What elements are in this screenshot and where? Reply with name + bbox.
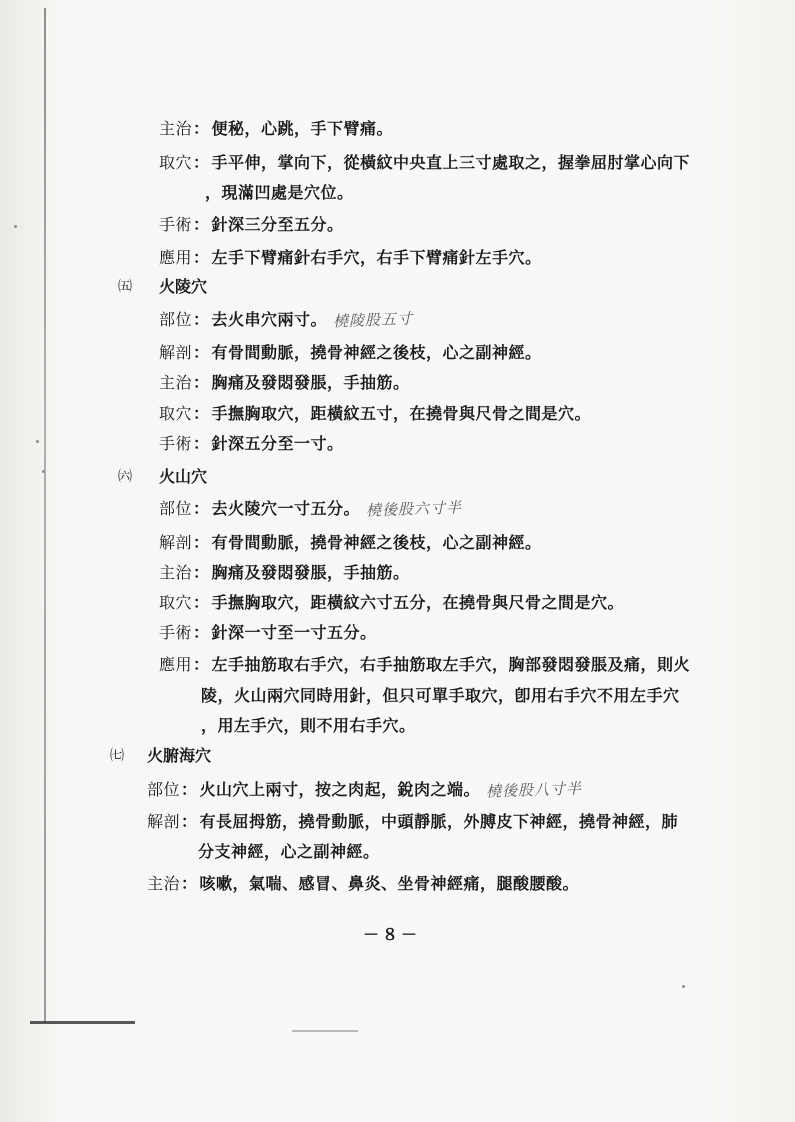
bottom-edge-rule	[30, 1021, 135, 1024]
entry-text: 針深三分至五分。	[211, 215, 344, 234]
entry-label: 部位	[159, 310, 193, 329]
entry-separator: ：	[193, 153, 210, 172]
entry-separator: ：	[193, 655, 210, 674]
entry-separator: ：	[193, 215, 210, 234]
entry-text: ，現滿凹處是穴位。	[205, 183, 354, 202]
page-number: －８－	[363, 925, 421, 944]
entry-separator: ：	[193, 533, 210, 552]
entry-separator: ：	[193, 248, 210, 267]
entry-main-treatment	[147, 873, 579, 895]
entry-anatomy	[159, 342, 542, 364]
entry-technique	[159, 622, 377, 644]
entry-separator: ：	[193, 373, 210, 392]
entry-label: 應用	[159, 248, 193, 267]
entry-separator: ：	[193, 343, 210, 362]
entry-position	[159, 309, 413, 331]
entry-text: 針深一寸至一寸五分。	[211, 623, 377, 642]
entry-anatomy	[147, 811, 678, 833]
entry-text: 有骨間動脈，撓骨神經之後枝，心之副神經。	[211, 533, 542, 552]
binding-edge-line	[44, 8, 46, 1023]
entry-separator: ：	[193, 434, 210, 453]
entry-main-treatment	[159, 562, 410, 584]
entry-continuation	[201, 715, 416, 737]
entry-text: 手平伸，掌向下，從橫紋中央直上三寸處取之，握拳屈肘掌心向下	[211, 153, 691, 172]
scan-speck	[36, 440, 39, 443]
entry-point-location	[159, 152, 690, 174]
faint-scan-mark	[292, 1030, 358, 1032]
entry-continuation	[198, 841, 380, 863]
entry-text: 手撫胸取穴，距橫紋五寸，在撓骨與尺骨之間是穴。	[211, 404, 592, 423]
entry-separator: ：	[193, 593, 210, 612]
entry-text: 左手抽筋取右手穴，右手抽筋取左手穴，胸部發悶發脹及痛，則火	[211, 655, 691, 674]
entry-technique	[159, 433, 344, 455]
entry-separator: ：	[193, 563, 210, 582]
entry-label: 主治	[159, 373, 193, 392]
entry-text: 有長屈拇筋，撓骨動脈，中頭靜脈，外膊皮下神經，撓骨神經，肺	[199, 812, 679, 831]
entry-point-location	[159, 403, 591, 425]
entry-continuation	[201, 685, 680, 707]
entry-label: 取穴	[159, 593, 193, 612]
entry-text: 便秘，心跳，手下臂痛。	[211, 119, 394, 138]
entry-main-treatment	[159, 118, 393, 140]
handwritten-annotation: 橈後股六寸半	[365, 498, 463, 520]
section-title: 火腑海穴	[147, 746, 212, 765]
scan-speck	[682, 985, 685, 988]
entry-separator: ：	[181, 874, 198, 893]
entry-text: 去火陵穴一寸五分。	[211, 499, 361, 518]
entry-label: 手術	[159, 434, 193, 453]
entry-text: 去火串穴兩寸。	[211, 310, 328, 329]
entry-text: 有骨間動脈，撓骨神經之後枝，心之副神經。	[211, 343, 542, 362]
entry-label: 解剖	[159, 533, 193, 552]
entry-separator: ：	[193, 499, 210, 518]
entry-text: 左手下臂痛針右手穴，右手下臂痛針左手穴。	[211, 248, 542, 267]
entry-text: 火山穴上兩寸，按之肉起，銳肉之端。	[199, 780, 481, 799]
entry-label: 解剖	[147, 812, 181, 831]
entry-continuation	[205, 182, 354, 204]
handwritten-annotation: 橈後股八寸半	[485, 779, 583, 801]
entry-label: 部位	[159, 499, 193, 518]
entry-text: 針深五分至一寸。	[211, 434, 344, 453]
entry-label: 部位	[147, 780, 181, 799]
entry-text: 陵，火山兩穴同時用針，但只可單手取穴，卽用右手穴不用左手穴	[201, 686, 680, 705]
entry-label: 主治	[147, 874, 181, 893]
entry-application	[159, 654, 690, 676]
scan-speck	[42, 470, 45, 473]
entry-position	[147, 779, 582, 801]
entry-separator: ：	[193, 310, 210, 329]
entry-separator: ：	[193, 404, 210, 423]
entry-separator: ：	[181, 780, 198, 799]
section-number: ㈤	[118, 279, 132, 295]
entry-text: 胸痛及發悶發脹，手抽筋。	[211, 373, 410, 392]
section-number: ㈦	[110, 748, 124, 764]
entry-label: 解剖	[159, 343, 193, 362]
section-title: 火陵穴	[159, 277, 208, 296]
section-number: ㈥	[118, 469, 132, 485]
entry-label: 手術	[159, 623, 193, 642]
entry-text: 分支神經，心之副神經。	[198, 842, 380, 861]
entry-main-treatment	[159, 372, 410, 394]
entry-separator: ：	[193, 119, 210, 138]
entry-label: 取穴	[159, 404, 193, 423]
entry-separator: ：	[193, 623, 210, 642]
entry-label: 應用	[159, 655, 193, 674]
handwritten-annotation: 橈陵股五寸	[332, 309, 414, 331]
scan-speck	[14, 225, 17, 228]
entry-text: 胸痛及發悶發脹，手抽筋。	[211, 563, 410, 582]
entry-label: 手術	[159, 215, 193, 234]
entry-technique	[159, 214, 344, 236]
entry-text: ，用左手穴，則不用右手穴。	[201, 716, 416, 735]
entry-label: 主治	[159, 563, 193, 582]
entry-text: 手撫胸取穴，距橫紋六寸五分，在撓骨與尺骨之間是穴。	[211, 593, 625, 612]
entry-application	[159, 247, 542, 269]
section-title: 火山穴	[159, 467, 208, 486]
entry-anatomy	[159, 532, 542, 554]
entry-separator: ：	[181, 812, 198, 831]
entry-label: 取穴	[159, 153, 193, 172]
entry-label: 主治	[159, 119, 193, 138]
entry-text: 咳嗽，氣喘、感冒、鼻炎、坐骨神經痛，腿酸腰酸。	[199, 874, 580, 893]
entry-point-location	[159, 592, 624, 614]
entry-position	[159, 498, 462, 520]
